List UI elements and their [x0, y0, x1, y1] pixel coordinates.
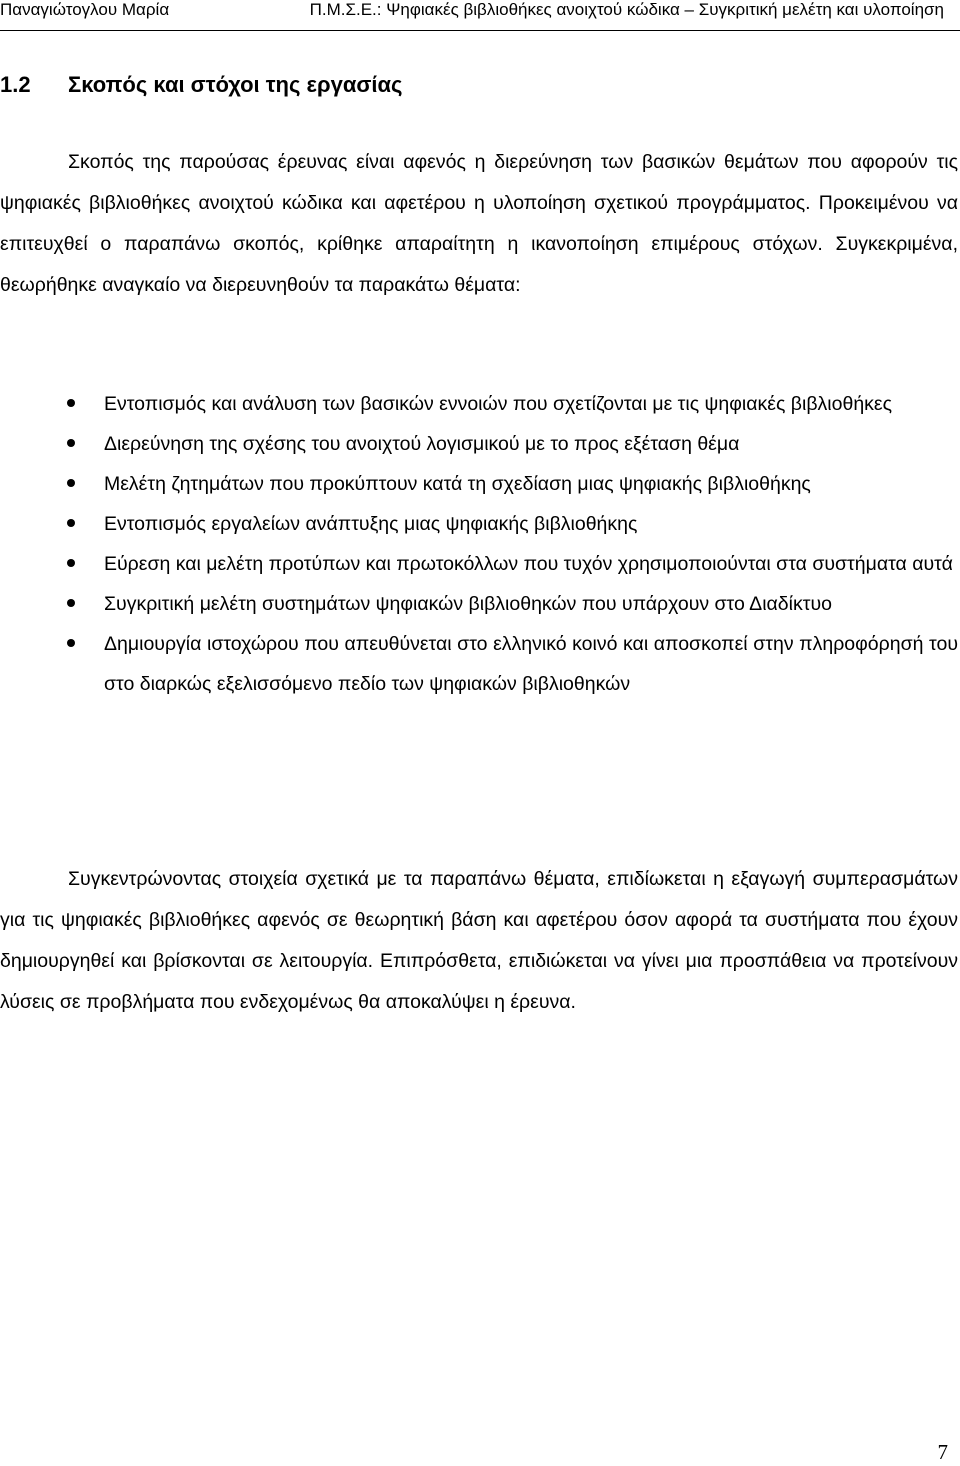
list-item [0, 504, 958, 544]
bullet-icon [67, 439, 75, 447]
list-item [0, 544, 958, 584]
list-item-text: Μελέτη ζητημάτων που προκύπτουν κατά τη σχεδίαση μιας ψηφιακής βιβλιοθήκης [104, 473, 811, 495]
header-author: Παναγιώτογλου Μαρία [0, 0, 170, 19]
list-item [0, 464, 958, 504]
section-title: Σκοπός και στόχοι της εργασίας [68, 72, 403, 97]
objectives-list [0, 384, 958, 704]
bullet-icon [67, 519, 75, 527]
list-item [0, 424, 958, 464]
bullet-icon [67, 639, 75, 647]
section-number: 1.2 [0, 72, 31, 97]
bullet-icon [67, 599, 75, 607]
list-item [0, 584, 958, 624]
bullet-icon [67, 559, 75, 567]
list-item-text: Εύρεση και μελέτη προτύπων και πρωτοκόλλων που τυχόν χρησιμοποιούνται στα συστήματα αυτά [104, 553, 953, 575]
page-header [0, 0, 960, 31]
bullet-icon [67, 399, 75, 407]
conclusion-paragraph: Συγκεντρώνοντας στοιχεία σχετικά με τα παραπάνω θέματα, επιδίωκεται η εξαγωγή συμπερασμάτων για τις ψηφιακές βιβλιοθήκες αφενός σε θεωρητική βάση και αφετέρου όσον αφορά τα συστήματα που έχουν δημιουργηθεί και βρίσκονται σε λειτουργία. Επιπρόσθετα, επιδιώκεται να γίνει μια προσπάθεια να προτείνουν λύσεις σε προβλήματα που ενδεχομένως θα αποκαλύψει η έρευνα. [0, 868, 958, 1013]
list-item [0, 624, 958, 704]
list-item-text: Συγκριτική μελέτη συστημάτων ψηφιακών βιβλιοθηκών που υπάρχουν στο Διαδίκτυο [104, 593, 832, 615]
page-number: 7 [937, 1440, 948, 1464]
list-item-text: Εντοπισμός και ανάλυση των βασικών εννοιών που σχετίζονται με τις ψηφιακές βιβλιοθήκες [104, 393, 893, 415]
section-heading [0, 71, 940, 99]
list-item-text: Δημιουργία ιστοχώρου που απευθύνεται στο ελληνικό κοινό και αποσκοπεί στην πληροφόρησή του στο διαρκώς εξελισσόμενο πεδίο των ψηφιακών βιβλιοθηκών [104, 633, 958, 695]
header-title: Π.Μ.Σ.Ε.: Ψηφιακές βιβλιοθήκες ανοιχτού κώδικα – Συγκριτική μελέτη και υλοποίηση [309, 0, 944, 19]
list-item-text: Διερεύνηση της σχέσης του ανοιχτού λογισμικού με το προς εξέταση θέμα [104, 433, 740, 455]
list-item-text: Εντοπισμός εργαλείων ανάπτυξης μιας ψηφιακής βιβλιοθήκης [104, 513, 638, 535]
list-item [0, 384, 958, 424]
intro-paragraph: Σκοπός της παρούσας έρευνας είναι αφενός η διερεύνηση των βασικών θεμάτων που αφορούν τις ψηφιακές βιβλιοθήκες ανοιχτού κώδικα και αφετέρου η υλοποίηση σχετικού προγράμματος. Προκειμένου να επιτευχθεί ο παραπάνω σκοπός, κρίθηκε απαραίτητη η ικανοποίηση επιμέρους στόχων. Συγκεκριμένα, θεωρήθηκε αναγκαίο να διερευνηθούν τα παρακάτω θέματα: [0, 151, 958, 296]
bullet-icon [67, 479, 75, 487]
